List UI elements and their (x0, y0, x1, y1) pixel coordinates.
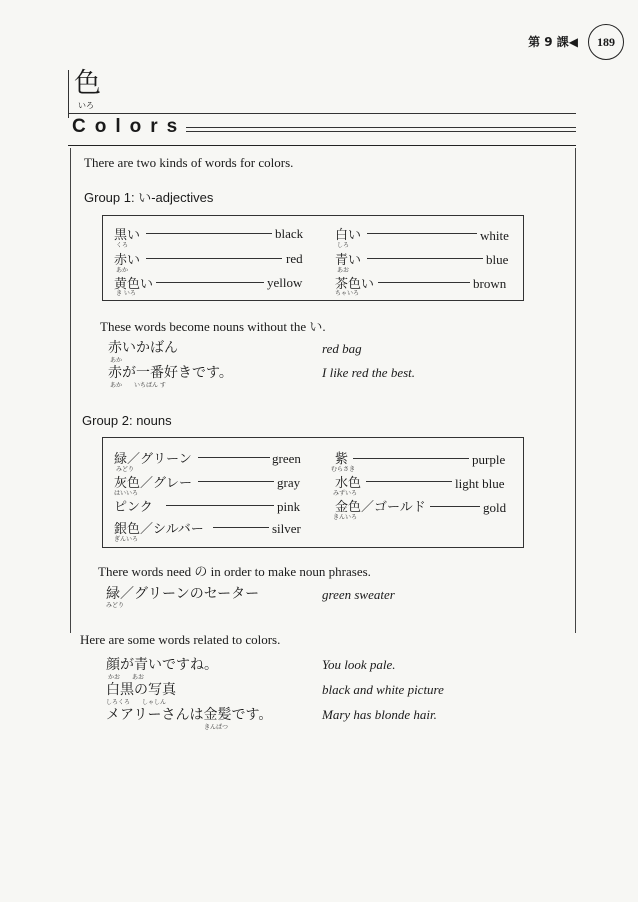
group2-heading: Group 2: nouns (82, 413, 172, 428)
title-rule-1 (186, 127, 576, 128)
g2-right-1-ruby: みずいろ (333, 490, 358, 497)
g2-left-2-jp: ピンク (114, 500, 153, 515)
related-heading: Here are some words related to colors. (80, 632, 281, 647)
intro-text: There are two kinds of words for colors. (84, 155, 294, 170)
g2-left-0-jp: 緑／グリーン (114, 452, 192, 467)
g2-left-3-jp: 銀色／シルバー (114, 522, 204, 537)
g2-left-1-jp: 灰色／グレー (114, 476, 193, 491)
related-1-en: black and white picture (322, 682, 444, 697)
g1-right-0-ruby: しろ (337, 242, 350, 249)
group1-note: These words become nouns without the い. (100, 319, 326, 334)
g1-example-0-ruby: あか (110, 357, 123, 364)
g2-example-jp: 緑／グリーンのセーター (106, 586, 260, 602)
g2-left-0-en: green (272, 451, 301, 466)
g2-right-2-jp: 金色／ゴールド (335, 500, 426, 515)
page-title: Colors (72, 116, 187, 137)
g1-example-1-en: I like red the best. (322, 365, 416, 380)
page-number: 189 (588, 24, 624, 60)
g2-right-1-en: light blue (455, 476, 505, 491)
g1-right-2-en: brown (473, 276, 507, 291)
g2-left-3-leader (213, 527, 269, 528)
g1-example-1-ruby: あか いちばん す (110, 382, 166, 389)
g1-right-2-ruby: ちゃいろ (335, 290, 360, 297)
g2-left-1-en: gray (277, 475, 301, 490)
g1-right-0-en: white (480, 228, 509, 243)
g2-right-2-en: gold (483, 500, 507, 515)
g2-example-ruby: みどり (106, 602, 125, 609)
g2-example-en: green sweater (322, 587, 395, 602)
g2-right-1-leader (366, 481, 452, 482)
g1-right-1-jp: 青い (335, 253, 362, 268)
g1-right-0-jp: 白い (335, 228, 362, 243)
title-rule-bottom (68, 145, 576, 146)
g1-left-0-en: black (275, 226, 304, 241)
title-kanji: 色 (74, 68, 101, 99)
g1-left-2-ruby: き いろ (116, 290, 136, 297)
group1-heading: Group 1: い-adjectives (84, 190, 214, 205)
g1-left-2-en: yellow (267, 275, 303, 290)
g1-example-1-jp: 赤が一番好きです。 (108, 365, 233, 381)
g2-left-0-ruby: みどり (116, 466, 135, 473)
g2-left-2-leader (166, 505, 274, 506)
g1-left-2-jp: 黄色い (114, 277, 154, 292)
related-2-en: Mary has blonde hair. (322, 707, 437, 722)
group2-note: There words need の in order to make noun phrases. (98, 564, 371, 579)
g1-right-0-leader (367, 233, 477, 234)
title-ruby: いろ (78, 101, 94, 110)
g1-left-2-leader (156, 282, 264, 283)
title-divider (68, 70, 69, 118)
g2-right-0-jp: 紫 (335, 452, 349, 467)
related-0-jp: 顔が青いですね。 (106, 657, 218, 673)
g1-left-0-ruby: くろ (116, 242, 129, 249)
g1-right-2-leader (378, 282, 470, 283)
g2-right-0-en: purple (472, 452, 506, 467)
g1-example-0-jp: 赤いかばん (108, 340, 178, 356)
g2-right-0-leader (353, 458, 469, 459)
g1-left-0-jp: 黒い (114, 228, 141, 243)
chapter-label: 第 9 課◀ (528, 35, 578, 49)
related-0-en: You look pale. (322, 657, 396, 672)
g1-right-1-leader (367, 258, 483, 259)
g2-left-3-ruby: ぎんいろ (114, 536, 139, 543)
g2-left-3-en: silver (272, 521, 301, 536)
g2-left-0-leader (198, 457, 270, 458)
g1-right-1-ruby: あお (337, 267, 350, 274)
g2-left-1-ruby: はいいろ (114, 490, 139, 497)
g1-left-1-ruby: あか (116, 267, 129, 274)
g1-left-1-leader (146, 258, 282, 259)
g1-example-0-en: red bag (322, 341, 362, 356)
g2-right-2-leader (430, 506, 480, 507)
title-rule-top (68, 113, 576, 114)
g1-right-2-jp: 茶色い (335, 277, 375, 292)
g2-left-1-leader (198, 481, 274, 482)
g2-left-2-en: pink (277, 499, 301, 514)
g2-right-0-ruby: むらさき (331, 466, 356, 473)
g2-right-2-ruby: きんいろ (333, 514, 358, 521)
related-0-ruby: かお あお (108, 674, 145, 681)
related-1-ruby: しろくろ しゃしん (106, 699, 167, 706)
title-rule-2 (186, 131, 576, 132)
related-2-ruby: きんぱつ (204, 724, 229, 731)
related-2-jp: メアリーさんは金髪です。 (106, 707, 273, 723)
g1-left-0-leader (146, 233, 272, 234)
g1-right-1-en: blue (486, 252, 509, 267)
g2-right-1-jp: 水色 (335, 476, 362, 491)
g1-left-1-jp: 赤い (114, 253, 141, 268)
related-1-jp: 白黒の写真 (106, 682, 176, 698)
g1-left-1-en: red (286, 251, 303, 266)
